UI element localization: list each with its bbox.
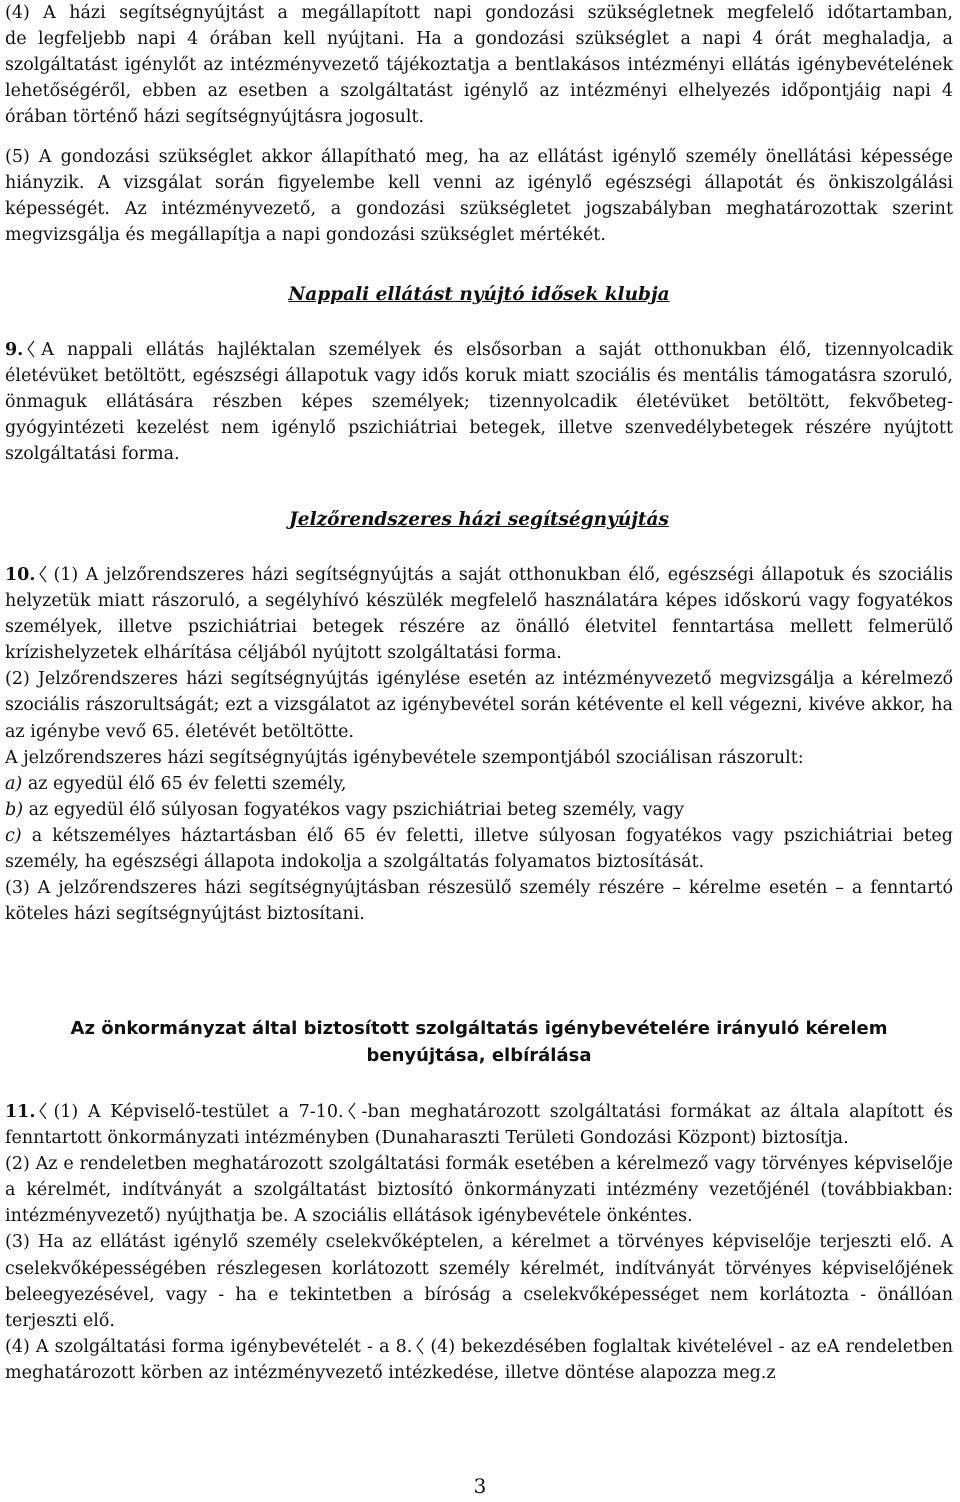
section-4-paragraph — [5, 0, 953, 130]
paragraph-text — [5, 1334, 953, 1386]
paragraph-10 — [5, 562, 953, 927]
list-text: az egyedül élő súlyosan fogyatékos vagy pszichiátriai beteg személy, vagy — [23, 799, 684, 820]
paragraph-body: (1) A jelzőrendszeres házi segítségnyújtás a saját otthonukban élő, egészségi állapotuk és szociális helyzetük miatt rászoruló, a segélyhívó készülék megfelelő használatára képes időskorú vagy fogyatékos személyek, illetve pszichiátriai betegek részére az önálló életvitel fenntartása mellett felmerülő krízishelyzetek elhárítása céljából nyújtott szolgáltatási forma. — [5, 565, 953, 664]
heading-container — [5, 507, 953, 533]
paragraph-text: A jelzőrendszeres házi segítségnyújtás igénybevétele szempontjából szociálisan rászorult: — [5, 747, 804, 768]
section-sign-icon — [416, 1337, 424, 1355]
paragraph-text: (2) Az e rendeletben meghatározott szolgáltatási formák esetében a kérelmező vagy törvényes képviselője a kérelmét, indítványát a szolgáltatást biztosító önkormányzati intézmény vezetőjénél (továbbiakban: intézményvezető) nyújthatja be. A szociális ellátások igénybevétele önkéntes. — [5, 1154, 953, 1227]
page-number: 3 — [473, 1474, 487, 1498]
paragraph-number: 10. — [5, 565, 36, 585]
paragraph-text — [5, 337, 953, 467]
paragraph-text: (5) A gondozási szükséglet akkor állapítható meg, ha az ellátást igénylő személy önellátási képessége hiányzik. A vizsgálat során figyelembe kell venni az igénylő egészségi állapotát és önkiszolgálási képességét. Az intézményvezető, a gondozási szükségletet jogszabályban meghatározottak szerint megvizsgálja és megállapítja a napi gondozási szükséglet mértékét. — [5, 147, 953, 246]
paragraph-body: (4) A szolgáltatási forma igénybevételét - a 8. — [5, 1336, 413, 1357]
paragraph-number: 9. — [5, 340, 24, 360]
section-sign-icon — [39, 565, 47, 583]
main-title — [5, 1015, 953, 1069]
section-5-paragraph — [5, 144, 953, 248]
list-text: a kétszemélyes háztartásban élő 65 év feletti, illetve súlyosan fogyatékos vagy pszichiátriai beteg személy, ha egészségi állapota indokolja a szolgáltatás folyamatos biztosítását. — [5, 825, 953, 873]
list-item — [5, 771, 953, 797]
paragraph-body: A nappali ellátás hajléktalan személyek és elsősorban a saját otthonukban élő, tizennyolcadik életévüket betöltött, egészségi állapotuk vagy idős koruk miatt szociális és mentális támogatásra szoruló, önmaguk ellátására részben képes személyek; tizennyolcadik életévüket betöltött, fekvőbeteg-gyógyintézeti kezelést nem igénylő pszichiátriai betegek, illetve szenvedélybetegek részére nyújtott szolgáltatási forma. — [5, 340, 953, 465]
list-label: b) — [5, 799, 24, 820]
list-item — [5, 797, 953, 823]
list-text: az egyedül élő 65 év feletti személy, — [22, 773, 347, 794]
paragraph-text: de legfeljebb napi 4 órában kell nyújtani. Ha a gondozási szükséglet a napi 4 órát meghaladja, a szolgáltatást igénylőt az intézményvezető tájékoztatja a bentlakásos intézményi ellátás igénybevételének lehetőségéről, ebben az esetben a szolgáltatást igénylő az intézményi elhelyezés időpontjáig napi 4 órában történő házi segítségnyújtásra jogosult. — [5, 29, 953, 128]
paragraph-body: (1) A Képviselő-testület a 7-10. — [53, 1102, 344, 1122]
list-item — [5, 823, 953, 875]
paragraph-text: (3) Ha az ellátást igénylő személy cselekvőképtelen, a kérelmet a törvényes képviselője terjeszti elő. A cselekvőképességében részlegesen korlátozott személy kérelmét, indítványát törvényes képviselőjének beleegyezésével, vagy - ha e tekintetben a bíróság a cselekvőképességet nem korlátozta - önállóan terjeszti elő. — [5, 1232, 953, 1331]
paragraph-text: (2) Jelzőrendszeres házi segítségnyújtás igénylése esetén az intézményvezető megvizsgálja a kérelmező szociális rászorultságát; ezt a vizsgálatot az igénybevétel során kétévente el kell végezni, kivéve akkor, ha az igénybe vevő 65. életévét betöltötte. — [5, 669, 953, 742]
paragraph-text — [5, 562, 953, 666]
main-title-line: benyújtása, elbírálása — [366, 1045, 592, 1066]
main-title-line: Az önkormányzat által biztosított szolgáltatás igénybevételére irányuló kérelem — [70, 1018, 888, 1039]
section-heading-alarm-system: Jelzőrendszeres házi segítségnyújtás — [289, 509, 669, 530]
section-sign-icon — [39, 1102, 47, 1120]
section-sign-icon — [348, 1102, 356, 1120]
paragraph-number: 11. — [5, 1102, 36, 1122]
paragraph-text: (3) A jelzőrendszeres házi segítségnyújtásban részesülő személy részére – kérelme esetén – a fenntartó köteles házi segítségnyújtást biztosítani. — [5, 878, 953, 925]
paragraph-body: -ban meghatározott szolgáltatási formákat az általa alapított és fenntartott önkormányzati intézményben (Dunaharaszti Területi Gondozási Központ) biztosítja. — [5, 1102, 953, 1149]
paragraph-9 — [5, 337, 953, 467]
section-heading-day-care: Nappali ellátást nyújtó idősek klubja — [288, 284, 670, 305]
paragraph-text — [5, 1099, 953, 1151]
paragraph-11 — [5, 1099, 953, 1386]
paragraph-body: (4) bekezdésében foglaltak kivételével - az eA rendeletben meghatározott körben az intézményvezető intézkedése, illetve döntése alapozza meg.z — [5, 1336, 953, 1383]
paragraph-line: (4) A házi segítségnyújtást a megállapított napi gondozási szükségletnek megfelelő időtartamban, — [5, 3, 953, 23]
list-label: c) — [5, 825, 22, 846]
heading-container — [5, 282, 953, 308]
list-label: a) — [5, 773, 23, 794]
section-sign-icon — [27, 340, 35, 358]
